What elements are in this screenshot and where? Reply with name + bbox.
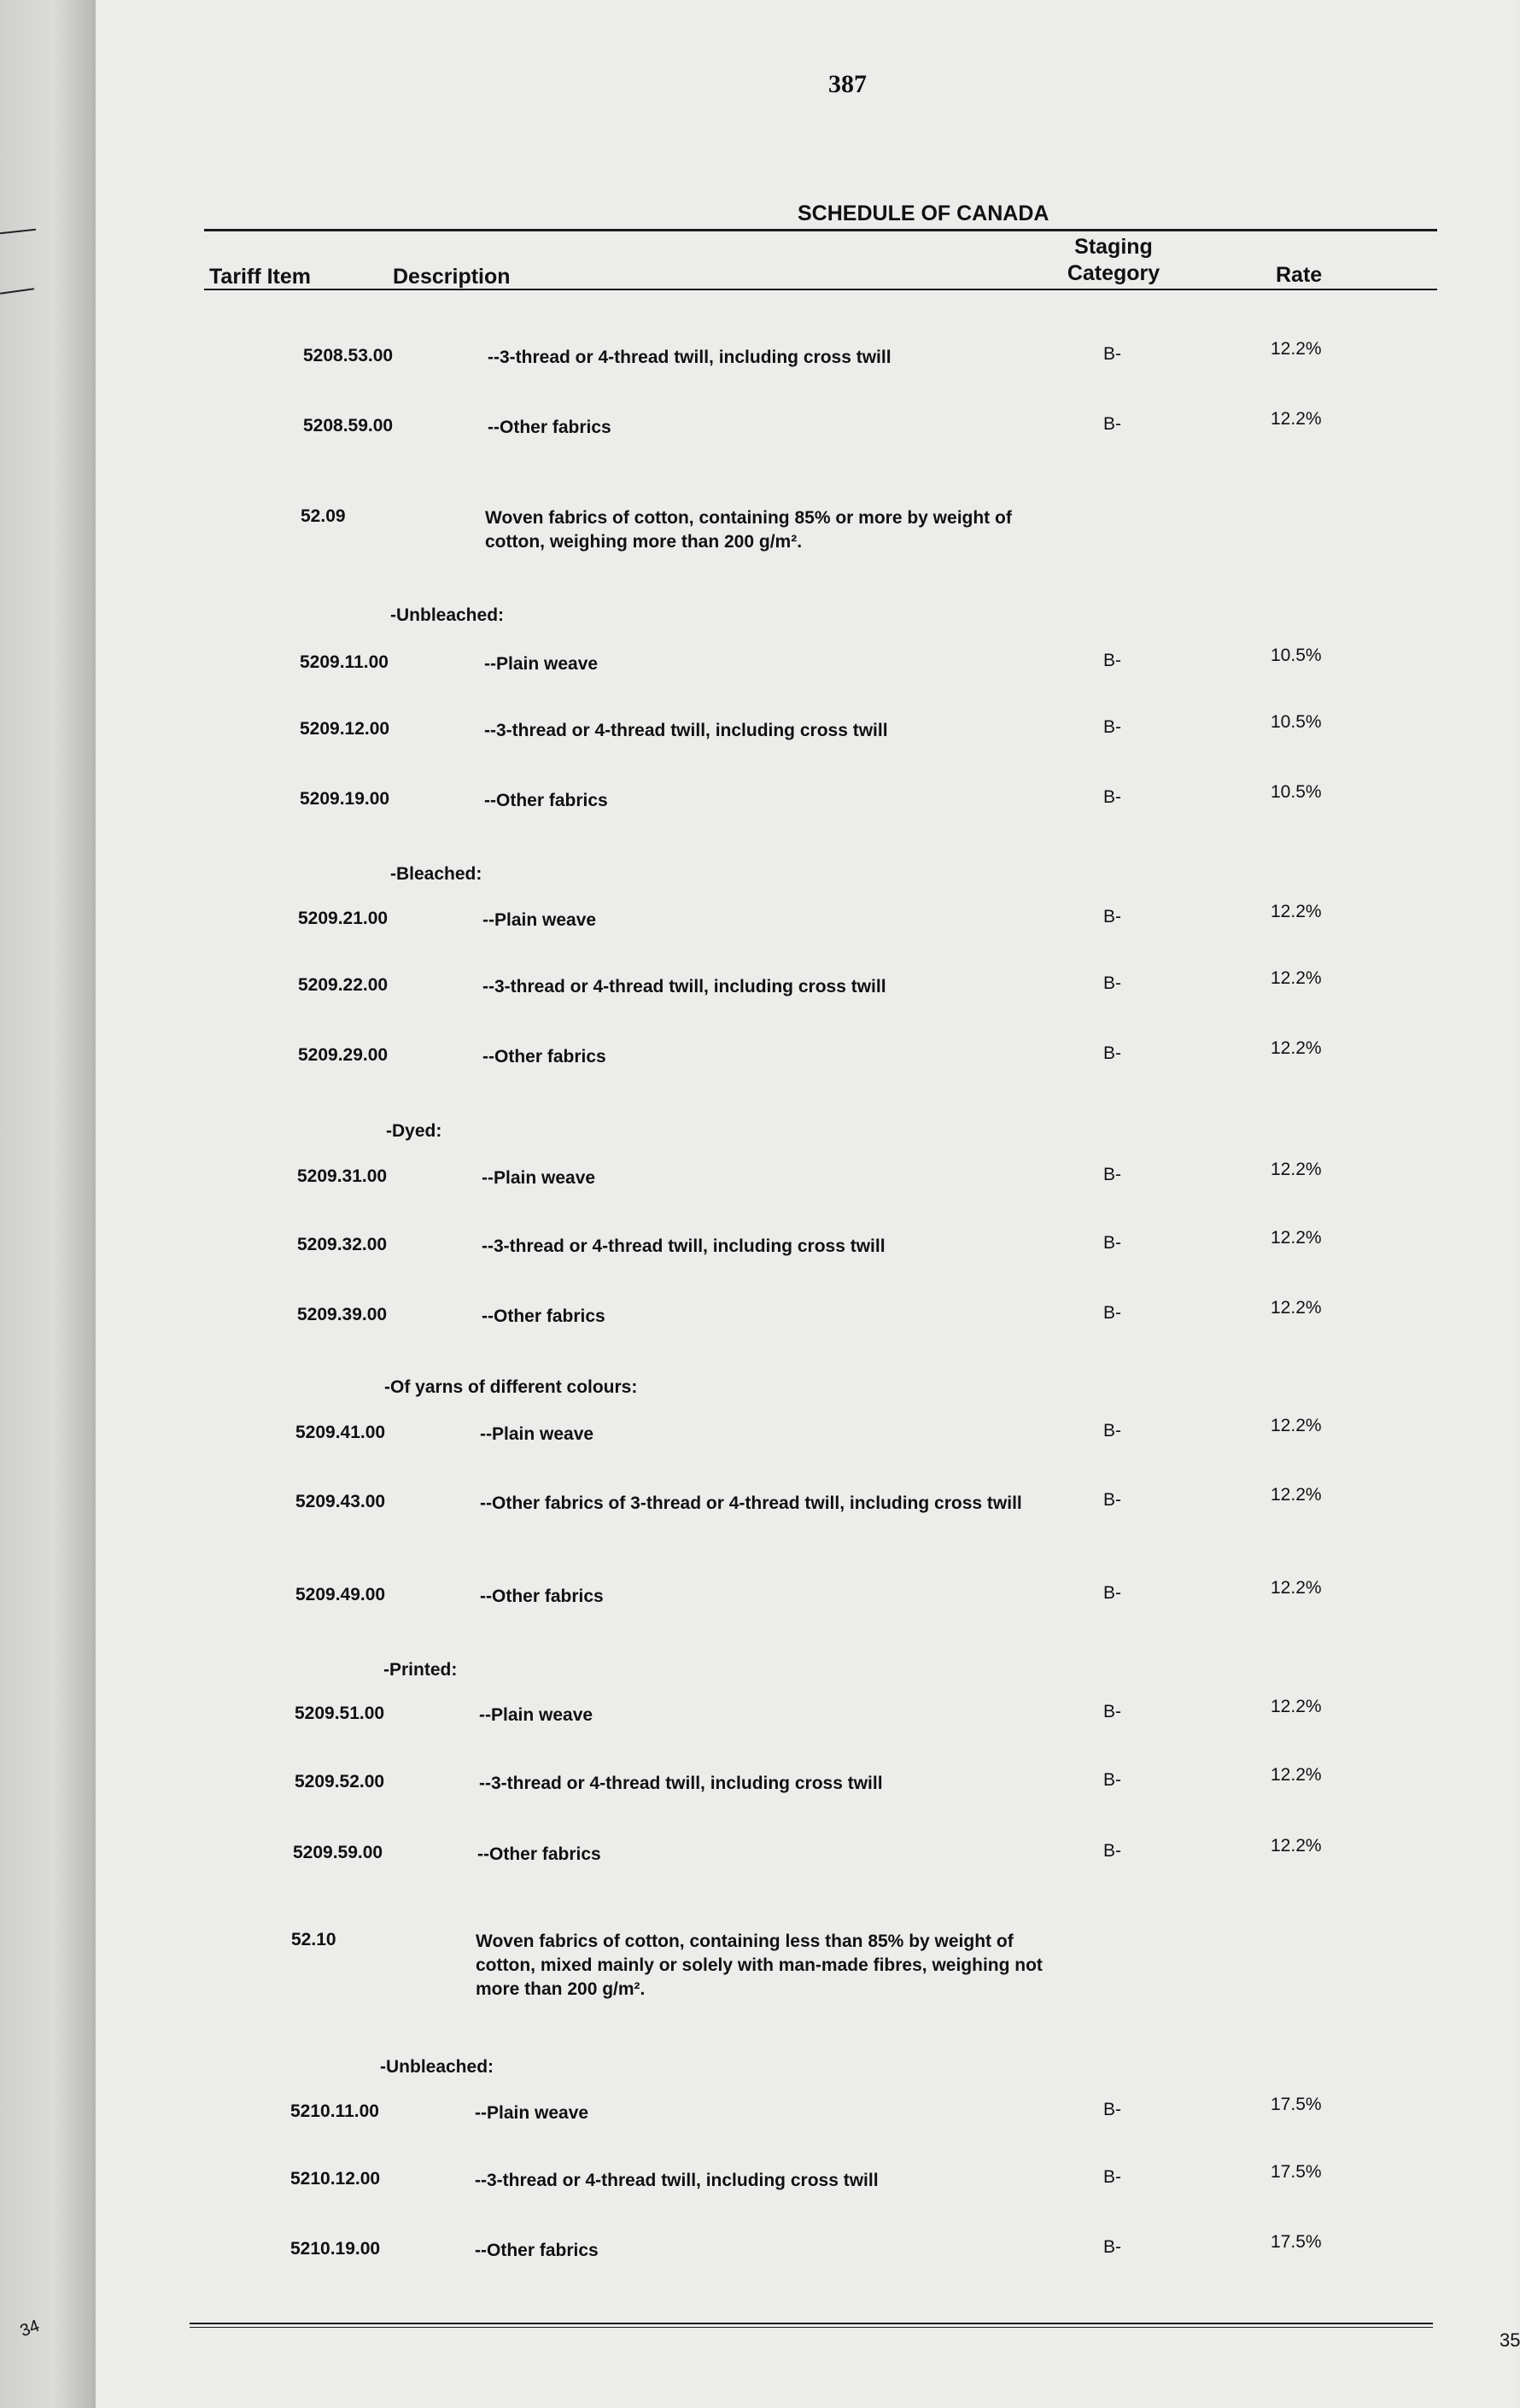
tariff-item-code: 5209.43.00	[295, 1492, 386, 1511]
item-description: --3-thread or 4-thread twill, including cross twill	[482, 1236, 886, 1256]
item-description: -Printed:	[383, 1660, 458, 1680]
tariff-item-code: 5208.59.00	[303, 416, 394, 435]
staging-category: B-	[1103, 1702, 1121, 1721]
rate-value: 17.5%	[1271, 2095, 1322, 2114]
footer-rule	[190, 2323, 1433, 2324]
staging-category: B-	[1103, 787, 1121, 807]
page-number: 387	[828, 70, 867, 98]
header-description: Description	[393, 265, 511, 289]
rate-value: 12.2%	[1271, 409, 1322, 429]
staging-category: B-	[1103, 344, 1121, 364]
staging-category: B-	[1103, 651, 1121, 670]
tariff-item-code: 5209.22.00	[298, 975, 389, 995]
staging-category: B-	[1103, 1043, 1121, 1063]
header-rate: Rate	[1276, 263, 1323, 287]
item-description: --Plain weave	[479, 1705, 593, 1725]
item-description: -Dyed:	[386, 1121, 442, 1141]
header-staging-line1: Staging	[1074, 235, 1153, 259]
item-description: -Of yarns of different colours:	[384, 1377, 638, 1397]
item-description: --Other fabrics	[484, 791, 608, 810]
book-spine	[0, 0, 96, 2408]
tariff-item-code: 5209.49.00	[295, 1585, 386, 1604]
staging-category: B-	[1103, 907, 1121, 926]
item-description: --Plain weave	[475, 2103, 589, 2123]
staging-category: B-	[1103, 2100, 1121, 2119]
spine-tick	[0, 288, 34, 295]
footer-rule-2	[190, 2327, 1433, 2328]
item-description: --3-thread or 4-thread twill, including cross twill	[475, 2171, 879, 2190]
rate-value: 12.2%	[1271, 1578, 1322, 1598]
rate-value: 12.2%	[1271, 1697, 1322, 1716]
margin-page-number: 34	[17, 2316, 43, 2341]
tariff-item-code: 5209.21.00	[298, 909, 389, 928]
tariff-item-code: 5209.51.00	[295, 1704, 385, 1723]
staging-category: B-	[1103, 2167, 1121, 2187]
item-description: --Other fabrics	[482, 1047, 606, 1067]
rate-value: 12.2%	[1271, 339, 1322, 359]
item-description: -Unbleached:	[380, 2057, 494, 2077]
item-description: --Other fabrics	[488, 418, 611, 437]
rate-value: 12.2%	[1271, 1228, 1322, 1248]
header-tariff-item: Tariff Item	[209, 265, 311, 289]
tariff-item-code: 52.09	[301, 506, 346, 526]
item-description: --Plain weave	[482, 910, 597, 930]
item-description: Woven fabrics of cotton, containing less than 85% by weight of cotton, mixed mainly or solely with man-made fibres, weighing not more than 200 g/m².	[476, 1932, 1043, 1999]
rate-value: 12.2%	[1271, 968, 1322, 988]
tariff-item-code: 5209.32.00	[297, 1235, 388, 1254]
rate-value: 12.2%	[1271, 1765, 1322, 1785]
tariff-item-code: 5210.19.00	[290, 2239, 381, 2259]
header-staging-category	[1037, 234, 1190, 287]
staging-category: B-	[1103, 1841, 1121, 1861]
staging-category: B-	[1103, 1233, 1121, 1253]
item-description: --Plain weave	[480, 1424, 594, 1444]
rate-value: 12.2%	[1271, 1298, 1322, 1318]
item-description: --3-thread or 4-thread twill, including cross twill	[484, 721, 888, 740]
spine-tick	[0, 229, 36, 234]
staging-category: B-	[1103, 1421, 1121, 1441]
footer-page-number: 35	[1500, 2329, 1520, 2351]
header-bottom-rule	[204, 289, 1437, 290]
rate-value: 12.2%	[1271, 1160, 1322, 1179]
tariff-item-code: 5209.41.00	[295, 1423, 386, 1442]
header-top-rule	[204, 229, 1437, 231]
item-description: --Other fabrics	[480, 1587, 604, 1606]
header-staging-line2: Category	[1067, 261, 1160, 285]
item-description: --3-thread or 4-thread twill, including cross twill	[482, 977, 886, 997]
tariff-item-code: 5210.11.00	[290, 2101, 379, 2121]
schedule-title: SCHEDULE OF CANADA	[798, 202, 1049, 225]
staging-category: B-	[1103, 717, 1121, 737]
item-description: --3-thread or 4-thread twill, including cross twill	[488, 348, 892, 367]
rate-value: 10.5%	[1271, 782, 1322, 802]
rate-value: 10.5%	[1271, 646, 1322, 665]
tariff-item-code: 52.10	[291, 1930, 336, 1949]
tariff-item-code: 5209.59.00	[293, 1843, 383, 1862]
staging-category: B-	[1103, 2237, 1121, 2257]
staging-category: B-	[1103, 1490, 1121, 1510]
staging-category: B-	[1103, 1583, 1121, 1603]
rate-value: 10.5%	[1271, 712, 1322, 732]
rate-value: 12.2%	[1271, 1485, 1322, 1505]
item-description: --Other fabrics	[477, 1844, 601, 1864]
rate-value: 12.2%	[1271, 1836, 1322, 1856]
item-description: --Plain weave	[484, 654, 599, 674]
document-page	[96, 0, 1520, 2408]
tariff-item-code: 5209.12.00	[300, 719, 390, 739]
item-description: --3-thread or 4-thread twill, including cross twill	[479, 1774, 883, 1793]
tariff-item-code: 5209.52.00	[295, 1772, 385, 1791]
item-description: --Plain weave	[482, 1168, 596, 1188]
staging-category: B-	[1103, 1165, 1121, 1184]
tariff-item-code: 5209.11.00	[300, 652, 389, 672]
item-description: --Other fabrics	[475, 2241, 599, 2260]
item-description: Woven fabrics of cotton, containing 85% or more by weight of cotton, weighing more than 200 g/m².	[485, 508, 1012, 552]
rate-value: 12.2%	[1271, 1038, 1322, 1058]
tariff-item-code: 5208.53.00	[303, 346, 394, 365]
rate-value: 17.5%	[1271, 2162, 1322, 2182]
staging-category: B-	[1103, 1770, 1121, 1790]
item-description: -Bleached:	[390, 864, 482, 884]
tariff-item-code: 5209.39.00	[297, 1305, 388, 1324]
rate-value: 17.5%	[1271, 2232, 1322, 2252]
item-description: --Other fabrics of 3-thread or 4-thread twill, including cross twill	[480, 1493, 1022, 1513]
item-description: -Unbleached:	[390, 605, 505, 625]
staging-category: B-	[1103, 973, 1121, 993]
tariff-item-code: 5209.19.00	[300, 789, 390, 809]
staging-category: B-	[1103, 414, 1121, 434]
tariff-item-code: 5210.12.00	[290, 2169, 381, 2189]
tariff-item-code: 5209.29.00	[298, 1045, 389, 1065]
staging-category: B-	[1103, 1303, 1121, 1323]
item-description: --Other fabrics	[482, 1306, 605, 1326]
rate-value: 12.2%	[1271, 902, 1322, 921]
tariff-item-code: 5209.31.00	[297, 1166, 388, 1186]
rate-value: 12.2%	[1271, 1416, 1322, 1435]
